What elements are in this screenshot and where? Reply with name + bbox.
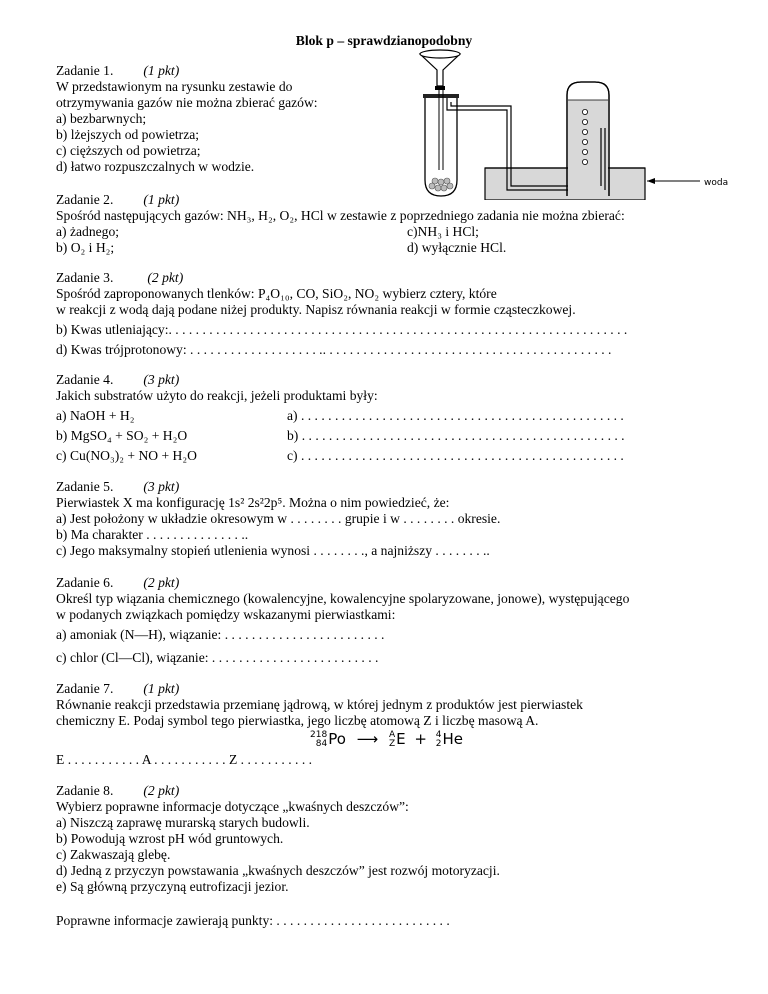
task6-header: Zadanie 6. (2 pkt) xyxy=(56,575,180,590)
task2-header: Zadanie 2. (1 pkt) xyxy=(56,192,180,207)
task2-text: Spośród następujących gazów: NH₃, H₂, O₂, HCl w zestawie z poprzedniego zadania nie można zbierać: xyxy=(56,208,625,223)
task1-option-a: a) bezbarwnych; xyxy=(56,111,147,126)
task4-product-a: a) NaOH + H₂ xyxy=(56,408,135,423)
task7-answer: E . . . . . . . . . . . A . . . . . . . . . . . Z . . . . . . . . . . . xyxy=(56,752,313,767)
task6-answer-c: c) chlor (Cl—Cl), wiązanie: . . . . . . . . . . . . . . . . . . . . . . . . . xyxy=(56,650,379,665)
task3-header: Zadanie 3. (2 pkt) xyxy=(56,270,184,285)
task5-question-a: a) Jest położony w układzie okresowym w . . . . . . . . grupie i w . . . . . . . . okresie. xyxy=(56,511,501,526)
task1-header: Zadanie 1. (1 pkt) xyxy=(56,63,180,78)
task6-text-1: Określ typ wiązania chemicznego (kowalencyjne, kowalencyjne spolaryzowane, jonowe), występującego xyxy=(56,591,630,606)
e-nuclide-numbers: A Z xyxy=(388,729,396,749)
task3-answer-d: d) Kwas trójprotonowy: . . . . . . . . . . . . . . . . . . . .. . . . . . . . . . . . . . . . . . . . . . . . . . . . . . . . . . . . . . . . . . . xyxy=(56,342,612,357)
task3-answer-b: b) Kwas utleniający:. . . . . . . . . . . . . . . . . . . . . . . . . . . . . . . . . . . . . . . . . . . . . . . . . . . . . . . . . . . . . . . . . . . . xyxy=(56,322,628,337)
task4-answer-b: b) . . . . . . . . . . . . . . . . . . . . . . . . . . . . . . . . . . . . . . . . . . . . . . . . xyxy=(287,428,625,443)
task4-answer-a: a) . . . . . . . . . . . . . . . . . . . . . . . . . . . . . . . . . . . . . . . . . . . . . . . . xyxy=(287,408,624,423)
task7-text-2: chemiczny E. Podaj symbol tego pierwiastka, jego liczbę atomową Z i liczbę masową A. xyxy=(56,713,539,728)
task8-header: Zadanie 8. (2 pkt) xyxy=(56,783,180,798)
task4-product-c: c) Cu(NO₃)₂ + NO + H₂O xyxy=(56,448,197,463)
task8-option-a: a) Niszczą zaprawę murarską starych budowli. xyxy=(56,815,310,830)
task1-option-b: b) lżejszych od powietrza; xyxy=(56,127,200,142)
task2-option-c: c)NH₃ i HCl; xyxy=(407,224,479,239)
task6-answer-a: a) amoniak (N—H), wiązanie: . . . . . . . . . . . . . . . . . . . . . . . . xyxy=(56,627,385,642)
task8-option-d: d) Jedną z przyczyn powstawania „kwaśnych deszczów” jest rozwój motoryzacji. xyxy=(56,863,500,878)
task3-text-1: Spośród zaproponowanych tlenków: P₄O₁₀, CO, SiO₂, NO₂ wybierz cztery, które xyxy=(56,286,497,301)
task1-text-1: W przedstawionym na rysunku zestawie do xyxy=(56,79,293,94)
task4-answer-c: c) . . . . . . . . . . . . . . . . . . . . . . . . . . . . . . . . . . . . . . . . . . . . . . . . xyxy=(287,448,624,463)
task3-text-2: w reakcji z wodą dają podane niżej produkty. Napisz równania reakcji w formie cząsteczkowej. xyxy=(56,302,576,317)
task6-text-2: w podanych związkach pomiędzy wskazanymi pierwiastkami: xyxy=(56,607,396,622)
task8-option-c: c) Zakwaszają glebę. xyxy=(56,847,171,862)
task1-option-c: c) cięższych od powietrza; xyxy=(56,143,201,158)
task4-product-b: b) MgSO₄ + SO₂ + H₂O xyxy=(56,428,188,443)
task4-header: Zadanie 4. (3 pkt) xyxy=(56,372,180,387)
po-nuclide-numbers: 218 84 xyxy=(310,729,328,749)
task2-option-a: a) żadnego; xyxy=(56,224,120,239)
reaction-arrow: ⟶ xyxy=(356,730,379,748)
task1-option-d: d) łatwo rozpuszczalnych w wodzie. xyxy=(56,159,255,174)
task8-text: Wybierz poprawne informacje dotyczące „kwaśnych deszczów”: xyxy=(56,799,409,814)
page-title: Blok p – sprawdzianopodobny xyxy=(295,33,473,48)
nuclear-equation: 218 84Po ⟶ A ZE + 4 2He xyxy=(310,729,464,749)
task8-option-b: b) Powodują wzrost pH wód gruntowych. xyxy=(56,831,284,846)
task2-option-d: d) wyłącznie HCl. xyxy=(407,240,507,255)
task5-question-c: c) Jego maksymalny stopień utlenienia wynosi . . . . . . . ., a najniższy . . . . . . . .. xyxy=(56,543,490,558)
gas-collection-apparatus-figure xyxy=(395,40,735,200)
water-label: woda xyxy=(704,178,729,188)
task5-question-b: b) Ma charakter . . . . . . . . . . . . . . .. xyxy=(56,527,249,542)
task7-text-1: Równanie reakcji przedstawia przemianę jądrową, w której jednym z produktów jest pierwiastek xyxy=(56,697,583,712)
task2-option-b: b) O₂ i H₂; xyxy=(56,240,115,255)
task8-option-e: e) Są główną przyczyną eutrofizacji jezior. xyxy=(56,879,289,894)
task5-header: Zadanie 5. (3 pkt) xyxy=(56,479,180,494)
task5-text: Pierwiastek X ma konfigurację 1s² 2s²2p⁵. Można o nim powiedzieć, że: xyxy=(56,495,450,510)
task1-text-2: otrzymywania gazów nie można zbierać gazów: xyxy=(56,95,318,110)
task7-header: Zadanie 7. (1 pkt) xyxy=(56,681,180,696)
task4-text: Jakich substratów użyto do reakcji, jeżeli produktami były: xyxy=(56,388,378,403)
task8-answer: Poprawne informacje zawierają punkty: . . . . . . . . . . . . . . . . . . . . . . . . . . xyxy=(56,913,450,928)
he-nuclide-numbers: 4 2 xyxy=(435,729,442,749)
